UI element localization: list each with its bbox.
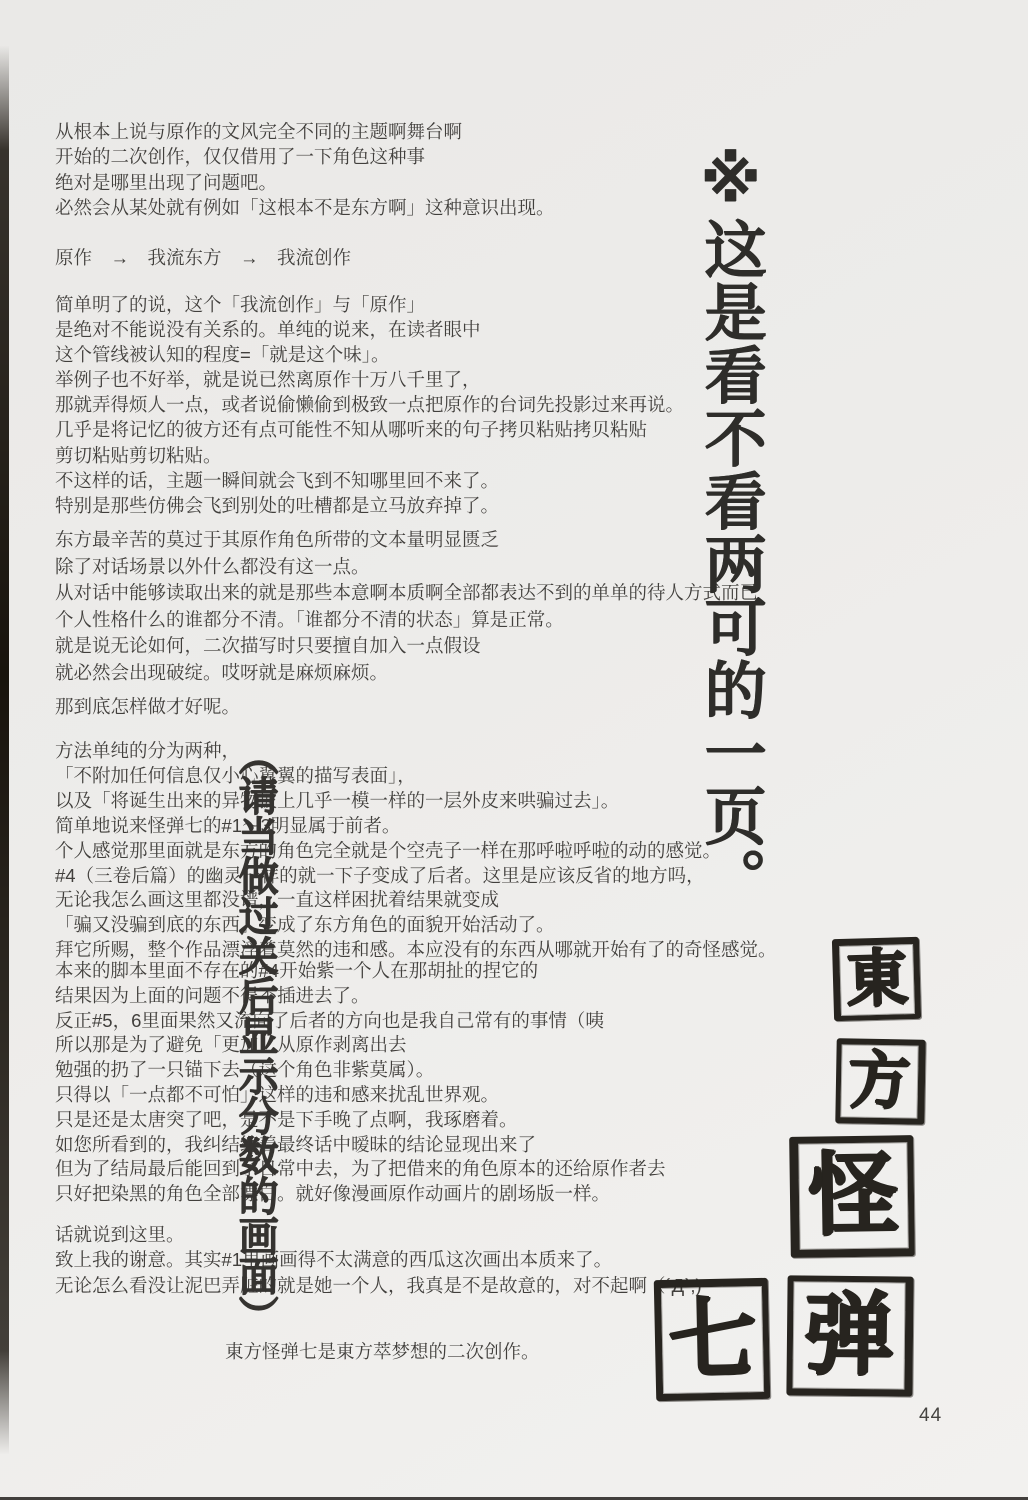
body-text-line: 绝对是哪里出现了问题吧。 (55, 171, 278, 193)
body-text-line: 「骗又没骗到底的东西」变成了东方角色的面貌开始活动了。 (55, 914, 555, 936)
body-text-line: 就是说无论如何，二次描写时只要擅自加入一点假设 (55, 635, 481, 657)
body-text-line: 方法单纯的分为两种， (55, 740, 241, 761)
body-text-line: 简单地说来怪弹七的#1～3明显属于前者。 (55, 814, 401, 836)
body-text-line: 几乎是将记忆的彼方还有点可能性不知从哪听来的句子拷贝粘贴拷贝粘贴 (55, 419, 648, 441)
body-text-line: 举例子也不好举，就是说已然离原作十万八千里了， (55, 369, 481, 391)
body-text-line: 那到底怎样做才好呢。 (55, 696, 241, 717)
stamp-char: 東 (845, 944, 909, 1015)
vertical-overlay-note: （请当做过关后显示分数的画面） (233, 735, 277, 1335)
body-text-line: 无论我怎么画这里都没谱，一直这样困扰着结果就变成 (55, 889, 500, 911)
body-text-line: 只是还是太唐突了吧，是不是下手晚了点啊，我琢磨着。 (55, 1108, 518, 1130)
footer-credit: 東方怪弹七是東方萃梦想的二次创作。 (225, 1341, 540, 1362)
body-text-line: 勉强的扔了一只锚下去（这个角色非紫莫属）。 (55, 1059, 435, 1081)
body-text-line: 那就弄得烦人一点，或者说偷懒偷到极致一点把原作的台词先投影过来再说。 (55, 394, 685, 416)
body-text-line: 本来的脚本里面不存在的#4开始紫一个人在那胡扯的捏它的 (55, 960, 539, 981)
stamp-char: 弹 (803, 1285, 895, 1386)
body-text-line: 但为了结局最后能回到了日常中去，为了把借来的角色原本的还给原作者去 (55, 1158, 666, 1180)
body-text-line: 个人性格什么的谁都分不清。「谁都分不清的状态」算是正常。 (55, 608, 564, 630)
body-text-line: 东方最辛苦的莫过于其原作角色所带的文本量明显匮乏 (55, 529, 500, 550)
title-stamp-box-dong (832, 937, 921, 1021)
body-text-line: 特别是那些仿佛会飞到别处的吐槽都是立马放弃掉了。 (55, 494, 500, 516)
body-text-line: 话就说到这里。 (55, 1224, 185, 1245)
body-text-line: 简单明了的说，这个「我流创作」与「原作」 (55, 294, 426, 315)
body-text-line: 「不附加任何信息仅小心翼翼的描写表面」， (55, 764, 416, 786)
paragraph (55, 959, 815, 1207)
body-text-line: #4（三卷后篇）的幽灵一样的就一下子变成了后者。这里是应该反省的地方吗， (55, 864, 705, 886)
body-text-line: 结果因为上面的问题不得不插进去了。 (55, 984, 370, 1006)
body-text-line: 不这样的话，主题一瞬间就会飞到不知哪里回不来了。 (55, 469, 500, 491)
body-text-line: 个人感觉那里面就是东方的角色完全就是个空壳子一样在那呼啦呼啦的动的感觉。 (55, 839, 722, 861)
body-text-line: 就必然会出现破绽。哎呀就是麻烦麻烦。 (55, 661, 389, 683)
body-text-line: 以及「将诞生出来的异物披上几乎一模一样的一层外皮来哄骗过去」。 (55, 789, 620, 811)
body-text-line: 这个管线被认知的程度=「就是这个味」。 (55, 344, 390, 366)
vertical-side-banner: ※这是看不看两可的一页。 (695, 143, 764, 910)
page-number: 44 (919, 1405, 943, 1426)
body-text-line: 如您所看到的，我纠结缠着最终话中暧昧的结论显现出来了 (55, 1133, 537, 1155)
book-spine-shadow (0, 0, 9, 1500)
body-text-line: 从根本上说与原作的文风完全不同的主题啊舞台啊 (55, 121, 463, 142)
body-text-line: 必然会从某处就有例如「这根本不是东方啊」这种意识出现。 (55, 197, 555, 219)
body-text-line: 开始的二次创作，仅仅借用了一下角色这种事 (55, 146, 426, 168)
body-text-line: 反正#5，6里面果然又流向了后者的方向也是我自己常有的事情（咦 (55, 1009, 604, 1031)
body-text-line: 除了对话场景以外什么都没有这一点。 (55, 555, 370, 577)
title-stamp-box-qi (654, 1278, 771, 1401)
body-text-line: 只好把染黑的角色全部漂白。就好像漫画原作动画片的剧场版一样。 (55, 1183, 611, 1205)
body-text-line: 拜它所赐，整个作品漂浮着莫然的违和感。本应没有的东西从哪就开始有了的奇怪感觉。 (55, 939, 777, 961)
body-text-line: 无论怎么看没让泥巴弄脏的就是她一个人，我真是不是故意的，对不起啊（´Д`;) (55, 1274, 702, 1296)
body-text-line: 剪切粘贴剪切粘贴。 (55, 444, 222, 466)
title-stamp-box-dan (786, 1275, 913, 1396)
body-text-line: 只得以「一点都不可怕」这样的违和感来扰乱世界观。 (55, 1083, 500, 1105)
stamp-char: 怪 (807, 1145, 900, 1247)
stamp-char: 七 (667, 1289, 758, 1390)
body-text-line: 原作 → 我流东方 → 我流创作 (55, 247, 352, 268)
stamp-char: 方 (847, 1045, 912, 1117)
body-text-line: 从对话中能够读取出来的就是那些本意啊本质啊全部都表达不到的单单的待人方式而已 (55, 582, 759, 604)
body-text-line: 致上我的谢意。其实#1里画画得不太满意的西瓜这次画出本质来了。 (55, 1249, 613, 1271)
title-stamp-box-guai (789, 1135, 915, 1258)
body-text-line: 是绝对不能说没有关系的。单纯的说来，在读者眼中 (55, 319, 481, 341)
title-stamp-box-fang (835, 1038, 925, 1125)
body-text-line: 所以那是为了避免「更加」从原作剥离出去 (55, 1034, 407, 1056)
